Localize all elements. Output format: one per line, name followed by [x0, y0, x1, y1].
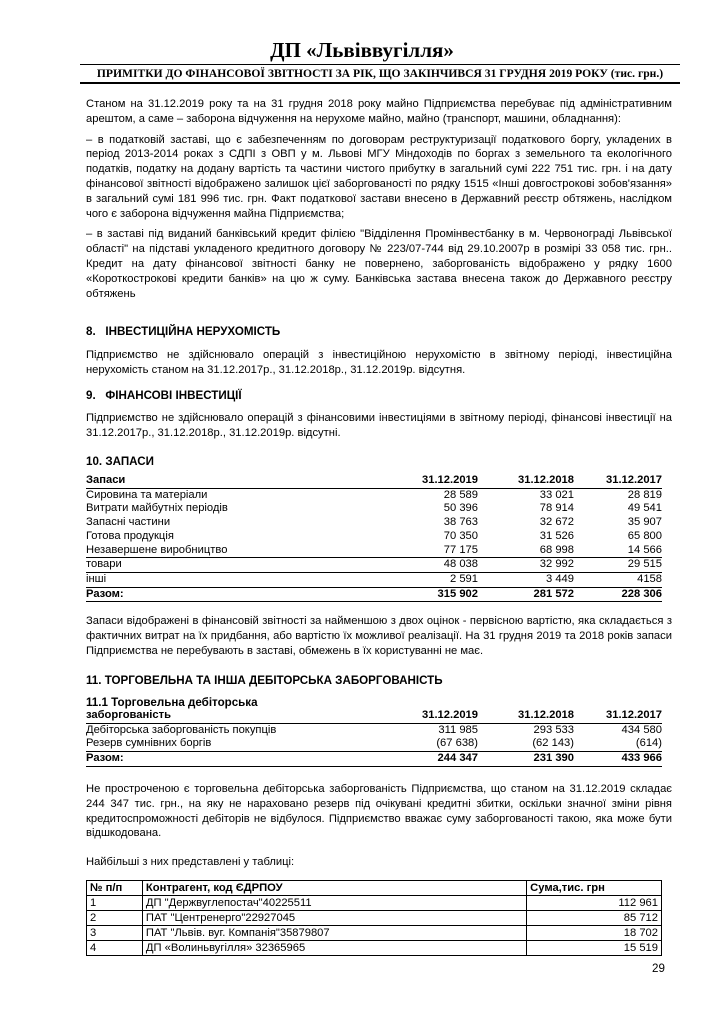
table-row	[86, 558, 662, 573]
row-label: Витрати майбутніх періодів	[86, 502, 228, 515]
table-row	[86, 530, 662, 544]
bank-pledge-paragraph: – в заставі під виданий банківський кредит філією "Відділення Промінвестбанку в м. Червонограді Львівської області" на підставі укладеного кредитного договору № 223/07-744 від 29.10.2007р в розмірі 33 058 тис. грн.. Кредит на дату фінансової звітності банку не повернено, заборгованість відображено у рядку 1600 «Короткострокові кредити банків» на цю ж суму. Банківська застава внесена також до Державного реєстру обтяжень	[86, 228, 672, 300]
receivables-table	[86, 709, 662, 767]
receivables-subheading: 11.1 Торговельна дебіторська	[86, 696, 258, 709]
section-11-body	[86, 782, 672, 870]
row-label: Готова продукція	[86, 529, 174, 542]
receivables-col-2019: 31.12.2019	[390, 709, 478, 723]
value-2017: 29 515	[574, 558, 662, 573]
row-label: інші	[86, 572, 107, 585]
value-2019: 2 591	[450, 572, 478, 585]
section-8-number: 8.	[86, 325, 96, 338]
total-2019: 315 902	[390, 587, 478, 602]
value-2018: 31 526	[539, 529, 574, 542]
section-8-title: ІНВЕСТИЦІЙНА НЕРУХОМІСТЬ	[105, 325, 281, 338]
total-label: Разом:	[86, 587, 390, 602]
table-row	[87, 911, 662, 926]
value-2018: 32 992	[478, 558, 574, 573]
report-subtitle: ПРИМІТКИ ДО ФІНАНСОВОЇ ЗВІТНОСТІ ЗА РІК, ЩО ЗАКІНЧИВСЯ 31 ГРУДНЯ 2019 РОКУ (тис. грн.)	[96, 67, 664, 80]
section-10-body	[86, 614, 672, 658]
header-rule-bottom	[80, 82, 680, 84]
total-2018: 231 390	[478, 752, 574, 767]
value-2018: 3 449	[546, 572, 574, 585]
tax-pledge-paragraph: – в податковій заставі, що є забезпеченням по договорам реструктуризації податкового боргу, укладених в період 2013-2014 роках з СДПІ з ОВП у м. Львові МГУ Міндоходів по боргах з земельного та екологічного податків, податку на додану вартість та частини чистого прибутку в загальний сумі 222 751 тис. грн. і на дату фінансової звітності відображено залишок цієї заборгованості по рядку 1515 «Інші довгострокові зобов'язання» в загальний сумі 181 996 тис. грн. Факт податкової застави внесено в Державний реєстр обтяжень, наслідком чого є заборона відчуження майна Підприємства;	[86, 133, 672, 220]
value-2019: 28 589	[443, 488, 478, 501]
section-9-heading	[86, 389, 242, 403]
value-2019: (67 638)	[436, 737, 478, 750]
value-2018: (62 143)	[532, 737, 574, 750]
receivables-header-row	[86, 709, 662, 723]
receivables-text: Не простроченою є торговельна дебіторська заборгованість Підприємства, що станом на 31.12.2019 складає 244 347 тис. грн., на яку не нараховано резерв під очікувані кредитні збитки, оскільки значної зміни рівня кредитоспроможності дебіторів не відбулося. Підприємство вважає суму заборгованості такою, яка може бути відшкодована.	[86, 783, 672, 840]
table-row	[86, 723, 662, 737]
section-11-heading: 11. ТОРГОВЕЛЬНА ТА ІНША ДЕБІТОРСЬКА ЗАБОРГОВАНІСТЬ	[86, 674, 443, 687]
total-2017: 433 966	[574, 752, 662, 767]
row-label: товари	[86, 558, 390, 573]
debtors-col-number: № п/п	[87, 881, 143, 896]
inventory-col-name: Запаси	[86, 474, 390, 488]
receivables-total-row	[86, 752, 662, 767]
value-2019: 311 985	[438, 723, 478, 736]
section-8-text: Підприємство не здійснювало операцій з інвестиційною нерухомістю в звітному періоді, інвестиційна нерухомість станом на 31.12.2017р., 31.12.2018р., 31.12.2019р. відсутня.	[86, 349, 672, 376]
value-2018: 293 533	[533, 723, 574, 736]
inventory-header-row	[86, 474, 662, 488]
value-2018: 78 914	[539, 502, 574, 515]
debtors-col-amount: Сума,тис. грн	[527, 881, 662, 896]
value-2017: 434 580	[621, 723, 662, 736]
row-number: 2	[87, 911, 143, 926]
value-2019: 77 175	[390, 544, 478, 558]
page-number: 29	[652, 962, 665, 975]
section-10-heading: 10. ЗАПАСИ	[86, 455, 154, 468]
inventory-total-row	[86, 587, 662, 602]
header-rule-top	[80, 64, 680, 65]
row-number: 1	[87, 896, 143, 911]
value-2018: 33 021	[539, 488, 574, 501]
value-2017: 14 566	[574, 544, 662, 558]
row-number: 4	[87, 941, 143, 956]
amount: 85 712	[527, 911, 662, 926]
table-row	[86, 516, 662, 530]
debtors-table	[86, 880, 662, 956]
section-9-text: Підприємство не здійснювало операцій з фінансовими інвестиціями в звітному періоді, фінансові інвестиції на 31.12.2017р., 31.12.2018р., 31.12.2019р. відсутні.	[86, 412, 672, 439]
value-2019: 48 038	[390, 558, 478, 573]
section-8-body	[86, 348, 672, 378]
total-2017: 228 306	[574, 587, 662, 602]
table-row	[87, 926, 662, 941]
section-9-number: 9.	[86, 389, 96, 402]
table-row	[86, 502, 662, 516]
counterparty: ДП «Волиньвугілля» 32365965	[142, 941, 526, 956]
total-label: Разом:	[86, 752, 390, 767]
amount: 15 519	[527, 941, 662, 956]
inventory-table	[86, 474, 662, 602]
receivables-col-2018: 31.12.2018	[478, 709, 574, 723]
debtors-header-row	[87, 881, 662, 896]
table-row	[87, 896, 662, 911]
counterparty: ДП "Держвуглепостач"40225511	[142, 896, 526, 911]
section-9-title: ФІНАНСОВІ ІНВЕСТИЦІЇ	[105, 389, 242, 402]
value-2019: 70 350	[443, 529, 478, 542]
inventory-col-2018: 31.12.2018	[478, 474, 574, 488]
company-title: ДП «Львіввугілля»	[270, 38, 454, 62]
value-2018: 68 998	[478, 544, 574, 558]
value-2019: 38 763	[443, 516, 478, 529]
inventory-col-2019: 31.12.2019	[390, 474, 478, 488]
inventory-text: Запаси відображені в фінансовій звітності за найменшою з двох оцінок - первісною вартістю, яка складається з фактичних витрат на їх придбання, або вартістю їх можливої реалізації. На 31 грудня 2019 та 2018 років запаси Підприємства не перебувають в заставі, обмежень в їх користуванні не має.	[86, 615, 672, 657]
amount: 112 961	[527, 896, 662, 911]
value-2017: 49 541	[627, 502, 662, 515]
section-9-body	[86, 411, 672, 441]
receivables-col-name: заборгованість	[86, 709, 390, 723]
inventory-col-2017: 31.12.2017	[574, 474, 662, 488]
value-2018: 32 672	[539, 516, 574, 529]
intro-section	[86, 97, 672, 301]
row-number: 3	[87, 926, 143, 941]
table-row	[86, 544, 662, 558]
value-2017: (614)	[635, 737, 662, 750]
table-row	[86, 572, 662, 587]
value-2017: 35 907	[627, 516, 662, 529]
row-label: Дебіторська заборгованість покупців	[86, 723, 277, 736]
value-2017: 65 800	[627, 529, 662, 542]
table-row	[86, 737, 662, 751]
value-2017: 4158	[637, 572, 662, 585]
row-label: Резерв сумнівних боргів	[86, 737, 212, 750]
debtors-col-counterparty: Контрагент, код ЄДРПОУ	[142, 881, 526, 896]
intro-paragraph: Станом на 31.12.2019 року та на 31 грудня 2018 року майно Підприємства перебуває під адміністративним арештом, а саме – заборона відчуження на нерухоме майно, майно (транспорт, машини, обладнання):	[86, 98, 672, 125]
counterparty: ПАТ "Львів. вуг. Компанія"35879807	[142, 926, 526, 941]
counterparty: ПАТ "Центренерго"22927045	[142, 911, 526, 926]
section-8-heading	[86, 325, 280, 339]
largest-debtors-caption: Найбільші з них представлені у таблиці:	[86, 856, 295, 869]
total-2018: 281 572	[478, 587, 574, 602]
table-row	[87, 941, 662, 956]
value-2019: 50 396	[443, 502, 478, 515]
row-label: Запасні частини	[86, 516, 171, 529]
amount: 18 702	[527, 926, 662, 941]
row-label: Незавершене виробництво	[86, 544, 390, 558]
total-2019: 244 347	[390, 752, 478, 767]
receivables-col-2017: 31.12.2017	[574, 709, 662, 723]
table-row	[86, 488, 662, 502]
row-label: Сировина та матеріали	[86, 488, 208, 501]
value-2017: 28 819	[627, 488, 662, 501]
